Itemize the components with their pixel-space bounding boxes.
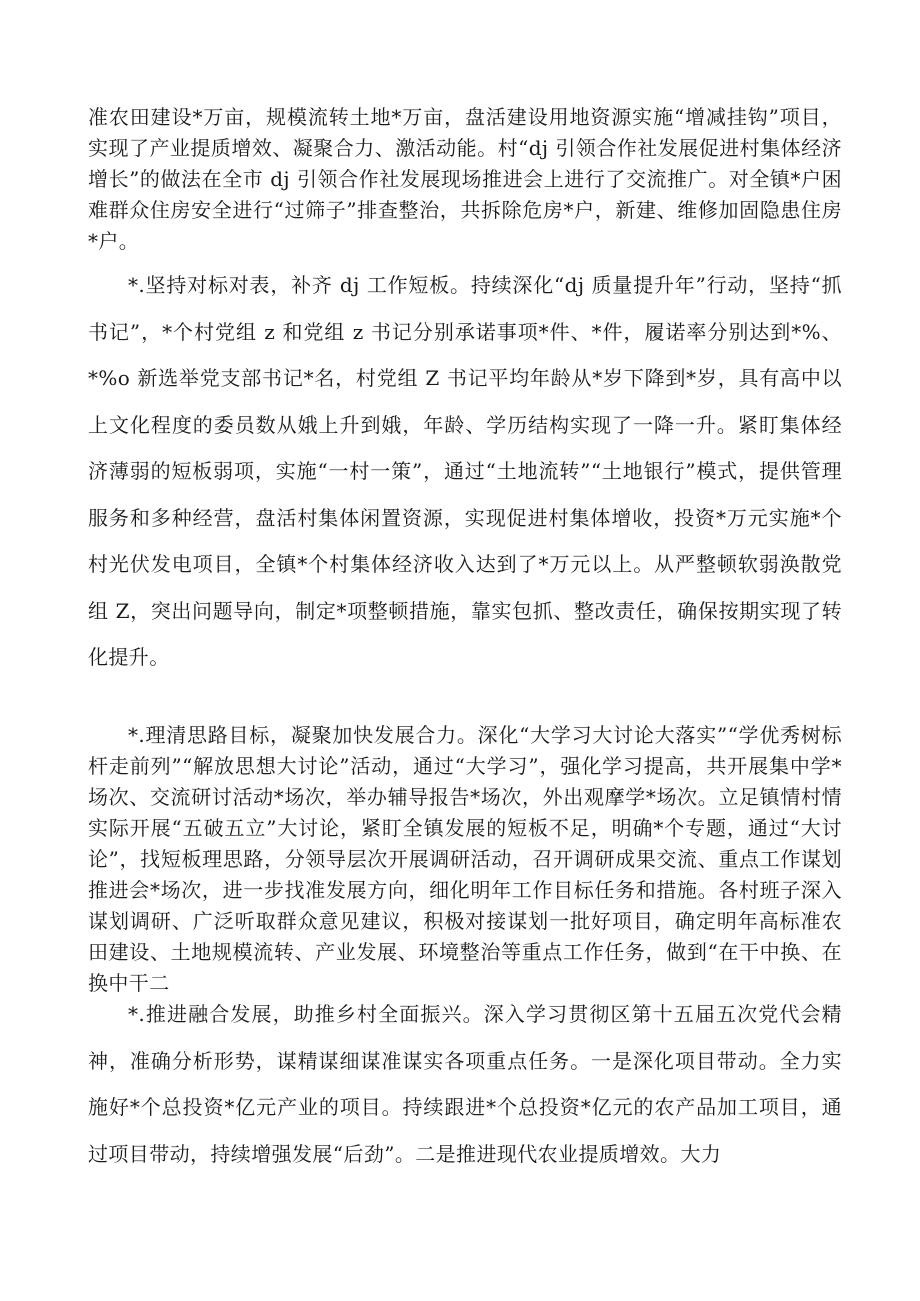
paragraph-farmland-and-housing: 准农田建设*万亩，规模流转土地*万亩，盘活建设用地资源实施“增减挂钩”项目，实现了产业提质增效、凝聚合力、激活动能。村“dj 引领合作社发展促进村集体经济增长”的做法在全市 dj 引领合作社发展现场推进会上进行了交流推广。对全镇*户困难群众住房安全进行“过筛子”排查整治，共拆除危房*户，新建、维修加固隐患住房*户。 [88, 105, 842, 253]
paragraph-rural-revitalization: *.推进融合发展，助推乡村全面振兴。深入学习贯彻区第十五届五次党代会精神，准确分析形势，谋精谋细谋准谋实各项重点任务。一是深化项目带动。全力实施好*个总投资*亿元产业的项目。持续跟进*个总投资*亿元的农产品加工项目，通过项目带动，持续增强发展“后劲”。二是推进现代农业提质增效。大力 [88, 1002, 842, 1166]
paragraph-ideas-and-goals: *.理清思路目标，凝聚加快发展合力。深化“大学习大讨论大落实”“学优秀树标杆走前列”“解放思想大讨论”活动，通过“大学习”，强化学习提高，共开展集中学*场次、交流研讨活动*场次，举办辅导报告*场次，外出观摩学*场次。立足镇情村情实际开展“五破五立”大讨论，紧盯全镇发展的短板不足，明确*个专题，通过“大讨论”，找短板理思路，分领导层次开展调研活动，召开调研成果交流、重点工作谋划推进会*场次，进一步找准发展方向，细化明年工作目标任务和措施。各村班子深入谋划调研、广泛听取群众意见建议，积极对接谋划一批好项目，确定明年高标准农田建设、土地规模流转、产业发展、环境整治等重点工作任务，做到“在干中换、在换中干二 [88, 723, 842, 995]
paragraph-party-building-shortcomings: *.坚持对标对表，补齐 dj 工作短板。持续深化“dj 质量提升年”行动，坚持“抓书记”，*个村党组 z 和党组 z 书记分别承诺事项*件、*件，履诺率分别达到*%、*%o 新选举党支部书记*名，村党组 Z 书记平均年龄从*岁下降到*岁，具有高中以上文化程度的委员数从娥上升到娥，年龄、学历结构实现了一降一升。紧盯集体经济薄弱的短板弱项，实施“一村一策”，通过“土地流转”“土地银行”模式，提供管理服务和多种经营，盘活村集体闲置资源，实现促进村集体增收，投资*万元实施*个村光伏发电项目，全镇*个村集体经济收入达到了*万元以上。从严整顿软弱涣散党组 Z，突出问题导向，制定*项整顿措施，靠实包抓、整改责任，确保按期实现了转化提升。 [88, 273, 842, 669]
